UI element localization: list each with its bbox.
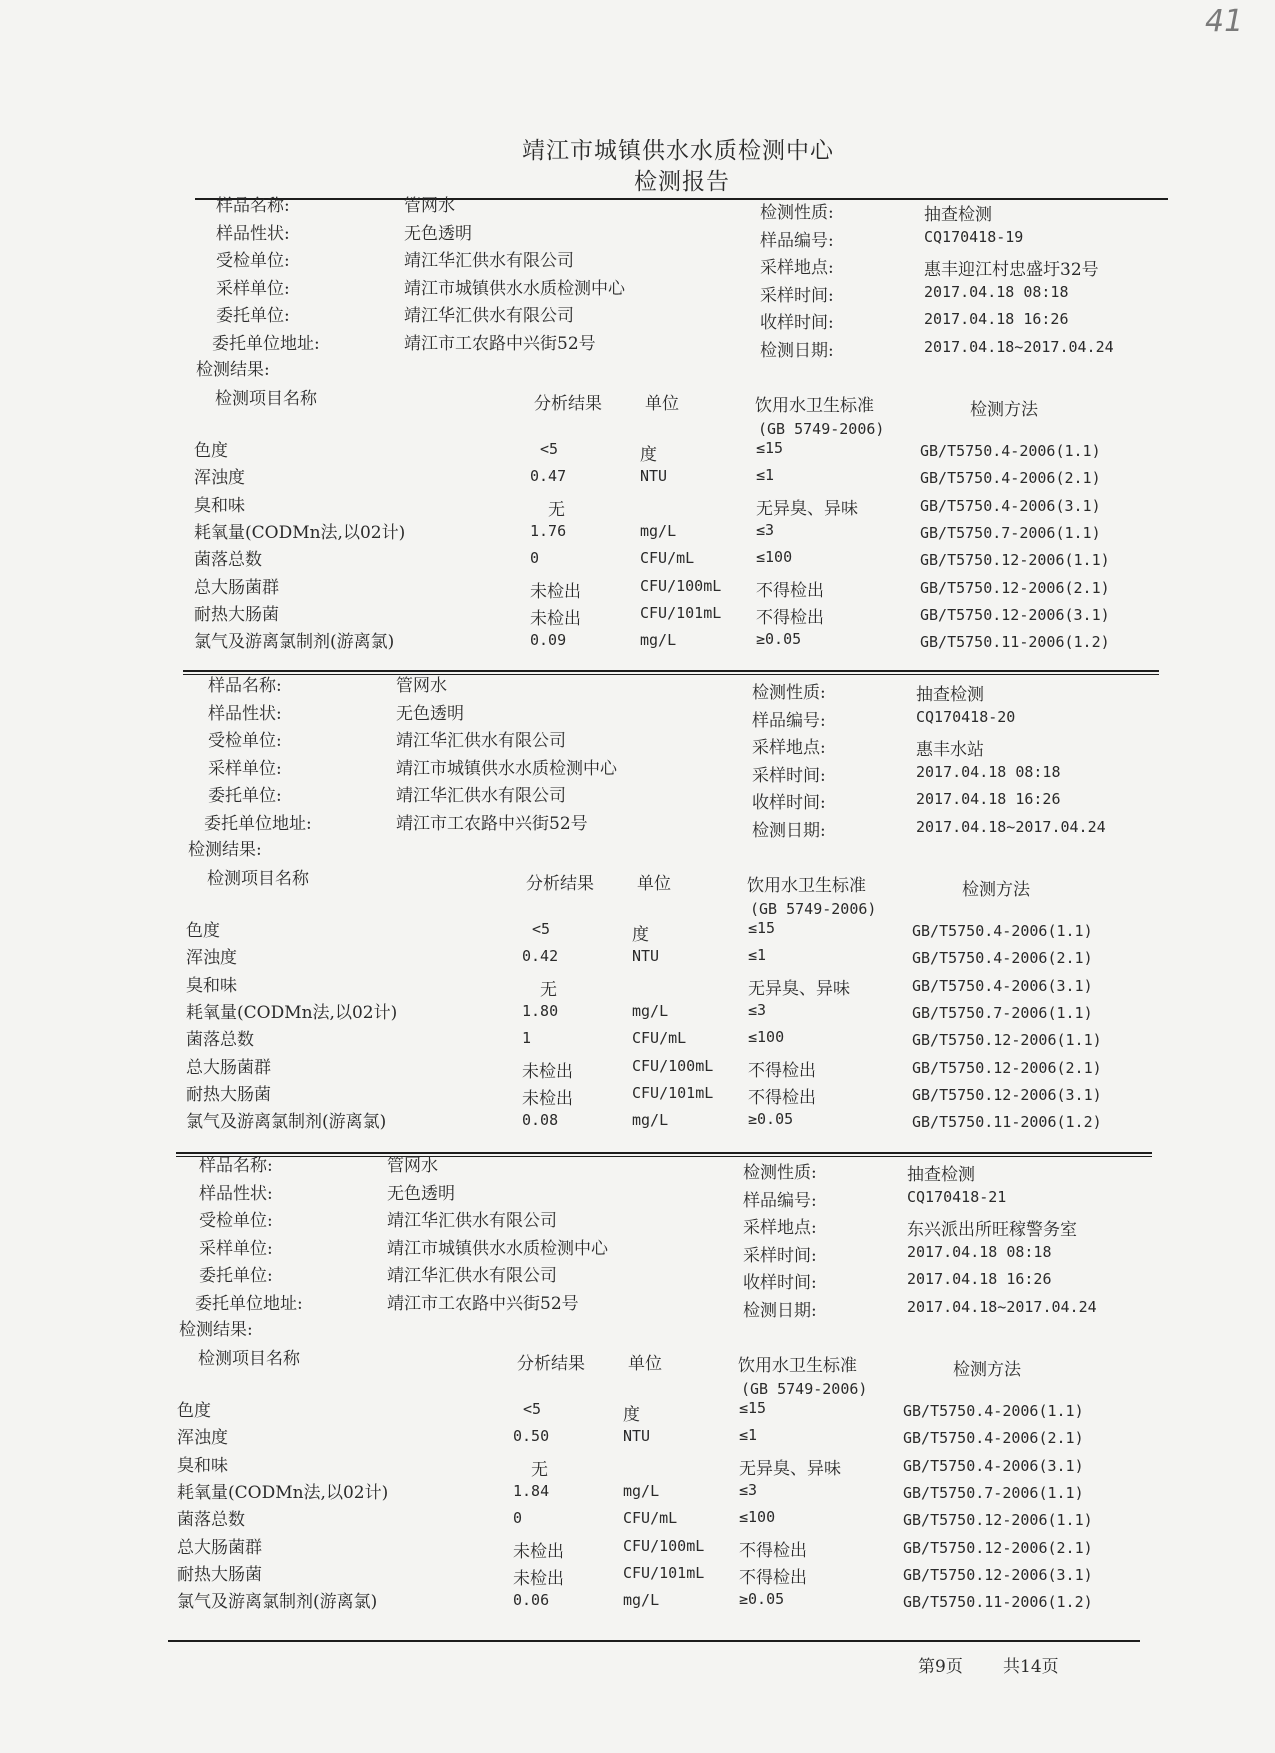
col-header-standard-code: (GB 5749-2006) [741, 1380, 868, 1398]
item-unit: CFU/mL [640, 549, 695, 568]
item-standard: ≤100 [748, 1028, 785, 1047]
field-label-client-address: 委托单位地址: [212, 333, 320, 354]
item-result: 未检出 [530, 581, 581, 602]
field-label-client-unit: 委托单位: [216, 306, 290, 326]
item-name: 臭和味 [177, 1455, 228, 1476]
item-result: 1 [522, 1029, 532, 1048]
field-label-sample-name: 样品名称: [199, 1156, 273, 1176]
col-header-standard: 饮用水卫生标准 [755, 396, 874, 416]
item-name: 菌落总数 [186, 1030, 254, 1051]
item-name: 氯气及游离氯制剂(游离氯) [194, 632, 395, 653]
item-unit: 度 [632, 925, 649, 945]
item-standard: ≤1 [739, 1426, 758, 1445]
page-number: 第9页 [918, 1657, 963, 1677]
item-standard: 不得检出 [739, 1540, 807, 1561]
col-header-method: 检测方法 [953, 1360, 1021, 1380]
field-label-sampling-unit: 采样单位: [208, 758, 282, 779]
field-value-client-address: 靖江市工农路中兴街52号 [404, 333, 596, 354]
item-method: GB/T5750.11-2006(1.2) [903, 1593, 1093, 1612]
item-name: 臭和味 [186, 975, 237, 996]
item-unit: CFU/100mL [632, 1056, 714, 1075]
field-value-sample-state: 无色透明 [396, 703, 464, 724]
item-name: 耗氧量(CODMn法,以02计) [177, 1482, 389, 1503]
item-standard: ≥0.05 [756, 630, 802, 649]
field-label-sample-no: 样品编号: [752, 710, 826, 731]
item-result: 1.80 [522, 1001, 559, 1020]
item-result: 未检出 [513, 1568, 564, 1589]
item-name: 色度 [194, 441, 228, 461]
item-standard: 不得检出 [739, 1567, 807, 1588]
item-unit: NTU [632, 947, 660, 966]
item-method: GB/T5750.4-2006(1.1) [903, 1402, 1084, 1420]
field-value-inspection-type: 抽查检测 [924, 205, 992, 225]
item-standard: 不得检出 [756, 607, 824, 628]
item-unit: CFU/mL [623, 1509, 678, 1528]
item-unit: mg/L [623, 1591, 660, 1610]
item-unit: NTU [623, 1427, 651, 1446]
item-standard: 无异臭、异味 [756, 498, 858, 519]
item-unit: CFU/101mL [640, 603, 722, 622]
item-method: GB/T5750.12-2006(3.1) [903, 1565, 1093, 1584]
item-standard: 无异臭、异味 [739, 1458, 841, 1479]
field-value-sampling-unit: 靖江市城镇供水水质检测中心 [396, 758, 617, 779]
item-method: GB/T5750.12-2006(1.1) [903, 1511, 1093, 1530]
field-value-sample-name: 管网水 [404, 196, 455, 216]
item-unit: mg/L [632, 1111, 669, 1130]
item-unit: CFU/101mL [623, 1563, 705, 1582]
org-title: 靖江市城镇供水水质检测中心 [522, 138, 834, 164]
item-result: 0.08 [522, 1111, 559, 1130]
item-standard: 无异臭、异味 [748, 978, 850, 999]
item-unit: CFU/100mL [623, 1536, 705, 1555]
field-label-receiving-time: 收样时间: [752, 793, 826, 813]
field-label-sampling-site: 采样地点: [760, 258, 834, 278]
item-result: <5 [540, 440, 559, 458]
field-value-inspected-unit: 靖江华汇供水有限公司 [396, 731, 566, 751]
field-value-receiving-time: 2017.04.18 16:26 [924, 310, 1069, 328]
field-value-inspected-unit: 靖江华汇供水有限公司 [387, 1211, 557, 1231]
item-standard: ≤15 [756, 439, 784, 457]
item-result: 0.42 [522, 947, 559, 966]
item-unit: NTU [640, 467, 668, 486]
col-header-result: 分析结果 [517, 1354, 585, 1374]
field-label-sample-state: 样品性状: [216, 223, 290, 244]
item-name: 氯气及游离氯制剂(游离氯) [177, 1592, 378, 1613]
col-header-item: 检测项目名称 [215, 389, 317, 409]
section-top-rule [183, 674, 1159, 675]
field-label-inspection-type: 检测性质: [743, 1163, 817, 1183]
item-method: GB/T5750.12-2006(1.1) [912, 1031, 1102, 1050]
item-method: GB/T5750.4-2006(2.1) [903, 1429, 1084, 1448]
results-label: 检测结果: [188, 840, 262, 860]
item-unit: mg/L [632, 1001, 669, 1020]
item-result: 0 [513, 1509, 523, 1528]
item-result: 未检出 [522, 1088, 573, 1109]
col-header-unit: 单位 [645, 394, 679, 414]
field-label-inspected-unit: 受检单位: [216, 251, 290, 271]
item-result: 0.09 [530, 631, 567, 650]
item-result: <5 [523, 1400, 542, 1418]
field-value-inspected-unit: 靖江华汇供水有限公司 [404, 251, 574, 271]
handwritten-page-mark: 41 [1205, 4, 1244, 39]
field-value-sample-name: 管网水 [387, 1156, 438, 1176]
item-standard: ≤3 [739, 1480, 758, 1499]
item-method: GB/T5750.12-2006(3.1) [912, 1085, 1102, 1104]
item-standard: ≤15 [739, 1399, 767, 1417]
item-result: 无 [540, 979, 557, 1000]
item-method: GB/T5750.12-2006(3.1) [920, 605, 1110, 624]
section-top-rule [195, 198, 1168, 200]
item-standard: ≤1 [748, 946, 767, 965]
item-name: 菌落总数 [194, 550, 262, 571]
field-label-sample-no: 样品编号: [760, 230, 834, 251]
item-unit: CFU/mL [632, 1029, 687, 1048]
field-value-sample-name: 管网水 [396, 676, 447, 696]
section-top-rule [176, 1152, 1152, 1154]
item-name: 耗氧量(CODMn法,以02计) [194, 522, 406, 543]
item-result: 0 [530, 549, 540, 568]
col-header-standard: 饮用水卫生标准 [738, 1356, 857, 1376]
col-header-unit: 单位 [628, 1354, 662, 1374]
col-header-method: 检测方法 [962, 880, 1030, 900]
field-value-sampling-time: 2017.04.18 08:18 [924, 282, 1069, 301]
field-value-sampling-site: 惠丰水站 [916, 740, 984, 760]
col-header-result: 分析结果 [526, 874, 594, 894]
field-label-test-date: 检测日期: [743, 1300, 817, 1321]
item-name: 浑浊度 [186, 948, 237, 969]
field-value-receiving-time: 2017.04.18 16:26 [907, 1270, 1052, 1288]
item-standard: ≥0.05 [739, 1590, 785, 1609]
item-method: GB/T5750.4-2006(2.1) [912, 949, 1093, 968]
field-value-sample-state: 无色透明 [404, 223, 472, 244]
item-result: 无 [531, 1459, 548, 1480]
item-result: 1.84 [513, 1481, 550, 1500]
field-label-sample-no: 样品编号: [743, 1190, 817, 1211]
field-label-sampling-time: 采样时间: [743, 1245, 817, 1266]
item-name: 耐热大肠菌 [177, 1564, 262, 1585]
item-name: 浑浊度 [194, 468, 245, 489]
field-label-receiving-time: 收样时间: [760, 313, 834, 333]
field-label-client-address: 委托单位地址: [204, 813, 312, 834]
item-name: 总大肠菌群 [177, 1537, 262, 1558]
item-method: GB/T5750.4-2006(3.1) [912, 976, 1093, 995]
item-result: 未检出 [522, 1061, 573, 1082]
item-name: 总大肠菌群 [186, 1057, 271, 1078]
results-label: 检测结果: [196, 360, 270, 380]
item-standard: ≥0.05 [748, 1110, 794, 1129]
field-label-inspected-unit: 受检单位: [199, 1211, 273, 1231]
item-standard: ≤3 [756, 520, 775, 539]
section-top-rule [183, 670, 1159, 672]
item-standard: 不得检出 [756, 580, 824, 601]
col-header-item: 检测项目名称 [198, 1349, 300, 1369]
bottom-rule [168, 1640, 1140, 1642]
field-label-inspected-unit: 受检单位: [208, 731, 282, 751]
item-name: 色度 [186, 921, 220, 941]
field-label-sample-state: 样品性状: [199, 1183, 273, 1204]
item-standard: ≤100 [756, 548, 793, 567]
field-label-client-address: 委托单位地址: [195, 1293, 303, 1314]
item-unit: mg/L [623, 1481, 660, 1500]
field-label-sampling-unit: 采样单位: [216, 278, 290, 299]
item-method: GB/T5750.12-2006(2.1) [920, 578, 1110, 597]
item-unit: 度 [623, 1405, 640, 1425]
item-name: 臭和味 [194, 495, 245, 516]
results-label: 检测结果: [179, 1320, 253, 1340]
item-result: 未检出 [530, 608, 581, 629]
item-method: GB/T5750.11-2006(1.2) [920, 633, 1110, 652]
item-unit: mg/L [640, 521, 677, 540]
item-name: 总大肠菌群 [194, 577, 279, 598]
item-standard: ≤3 [748, 1000, 767, 1019]
field-value-sampling-unit: 靖江市城镇供水水质检测中心 [387, 1238, 608, 1259]
field-label-test-date: 检测日期: [752, 820, 826, 841]
field-label-receiving-time: 收样时间: [743, 1273, 817, 1293]
item-method: GB/T5750.12-2006(2.1) [903, 1538, 1093, 1557]
item-result: 1.76 [530, 521, 567, 540]
item-standard: 不得检出 [748, 1060, 816, 1081]
field-label-sampling-site: 采样地点: [743, 1218, 817, 1238]
field-value-sample-no: CQ170418-19 [924, 227, 1024, 246]
field-value-client-address: 靖江市工农路中兴街52号 [396, 813, 588, 834]
field-value-test-date: 2017.04.18~2017.04.24 [907, 1297, 1097, 1316]
field-value-client-unit: 靖江华汇供水有限公司 [396, 786, 566, 806]
col-header-method: 检测方法 [970, 400, 1038, 420]
item-method: GB/T5750.4-2006(2.1) [920, 469, 1101, 488]
field-value-sample-no: CQ170418-21 [907, 1187, 1007, 1206]
item-name: 耐热大肠菌 [194, 604, 279, 625]
item-name: 耐热大肠菌 [186, 1084, 271, 1105]
item-unit: mg/L [640, 631, 677, 650]
field-label-sampling-time: 采样时间: [752, 765, 826, 786]
field-label-sampling-unit: 采样单位: [199, 1238, 273, 1259]
item-method: GB/T5750.11-2006(1.2) [912, 1113, 1102, 1132]
item-result: <5 [532, 920, 551, 938]
field-value-test-date: 2017.04.18~2017.04.24 [916, 817, 1106, 836]
field-value-test-date: 2017.04.18~2017.04.24 [924, 337, 1114, 356]
item-method: GB/T5750.12-2006(2.1) [912, 1058, 1102, 1077]
col-header-standard-code: (GB 5749-2006) [750, 900, 877, 918]
item-method: GB/T5750.7-2006(1.1) [912, 1003, 1093, 1022]
field-value-sampling-unit: 靖江市城镇供水水质检测中心 [404, 278, 625, 299]
field-label-sampling-time: 采样时间: [760, 285, 834, 306]
item-result: 0.06 [513, 1591, 550, 1610]
item-method: GB/T5750.12-2006(1.1) [920, 551, 1110, 570]
field-label-sample-state: 样品性状: [208, 703, 282, 724]
item-name: 菌落总数 [177, 1510, 245, 1531]
item-result: 0.50 [513, 1427, 550, 1446]
item-method: GB/T5750.7-2006(1.1) [903, 1483, 1084, 1502]
item-unit: CFU/101mL [632, 1083, 714, 1102]
field-value-sample-no: CQ170418-20 [916, 707, 1016, 726]
field-value-sampling-time: 2017.04.18 08:18 [916, 762, 1061, 781]
field-value-sample-state: 无色透明 [387, 1183, 455, 1204]
field-value-inspection-type: 抽查检测 [916, 685, 984, 705]
field-value-sampling-time: 2017.04.18 08:18 [907, 1242, 1052, 1261]
item-name: 氯气及游离氯制剂(游离氯) [186, 1112, 387, 1133]
item-standard: ≤1 [756, 466, 775, 485]
item-method: GB/T5750.4-2006(1.1) [912, 922, 1093, 940]
field-label-client-unit: 委托单位: [208, 786, 282, 806]
col-header-standard-code: (GB 5749-2006) [758, 420, 885, 438]
col-header-result: 分析结果 [534, 394, 602, 414]
item-name: 色度 [177, 1401, 211, 1421]
item-unit: 度 [640, 445, 657, 465]
field-value-receiving-time: 2017.04.18 16:26 [916, 790, 1061, 808]
item-result: 无 [548, 499, 565, 520]
field-value-sampling-site: 惠丰迎江村忠盛圩32号 [924, 260, 1099, 280]
item-standard: 不得检出 [748, 1087, 816, 1108]
item-method: GB/T5750.4-2006(3.1) [903, 1456, 1084, 1475]
col-header-item: 检测项目名称 [207, 869, 309, 889]
field-label-sample-name: 样品名称: [208, 676, 282, 696]
item-unit: CFU/100mL [640, 576, 722, 595]
item-result: 未检出 [513, 1541, 564, 1562]
item-standard: ≤100 [739, 1508, 776, 1527]
item-result: 0.47 [530, 467, 567, 486]
field-label-inspection-type: 检测性质: [752, 683, 826, 703]
report-title: 检测报告 [634, 169, 730, 195]
field-label-client-unit: 委托单位: [199, 1266, 273, 1286]
col-header-unit: 单位 [637, 874, 671, 894]
field-value-sampling-site: 东兴派出所旺稼警务室 [907, 1220, 1077, 1240]
field-value-client-unit: 靖江华汇供水有限公司 [387, 1266, 557, 1286]
item-name: 耗氧量(CODMn法,以02计) [186, 1002, 398, 1023]
field-label-sampling-site: 采样地点: [752, 738, 826, 758]
col-header-standard: 饮用水卫生标准 [747, 876, 866, 896]
item-name: 浑浊度 [177, 1428, 228, 1449]
section-top-rule [176, 1156, 1152, 1157]
field-value-client-unit: 靖江华汇供水有限公司 [404, 306, 574, 326]
page-total: 共14页 [1003, 1657, 1059, 1677]
item-method: GB/T5750.4-2006(3.1) [920, 496, 1101, 515]
field-label-test-date: 检测日期: [760, 340, 834, 361]
field-label-sample-name: 样品名称: [216, 196, 290, 216]
item-method: GB/T5750.7-2006(1.1) [920, 523, 1101, 542]
item-method: GB/T5750.4-2006(1.1) [920, 442, 1101, 460]
item-standard: ≤15 [748, 919, 776, 937]
field-value-client-address: 靖江市工农路中兴街52号 [387, 1293, 579, 1314]
field-value-inspection-type: 抽查检测 [907, 1165, 975, 1185]
field-label-inspection-type: 检测性质: [760, 203, 834, 223]
